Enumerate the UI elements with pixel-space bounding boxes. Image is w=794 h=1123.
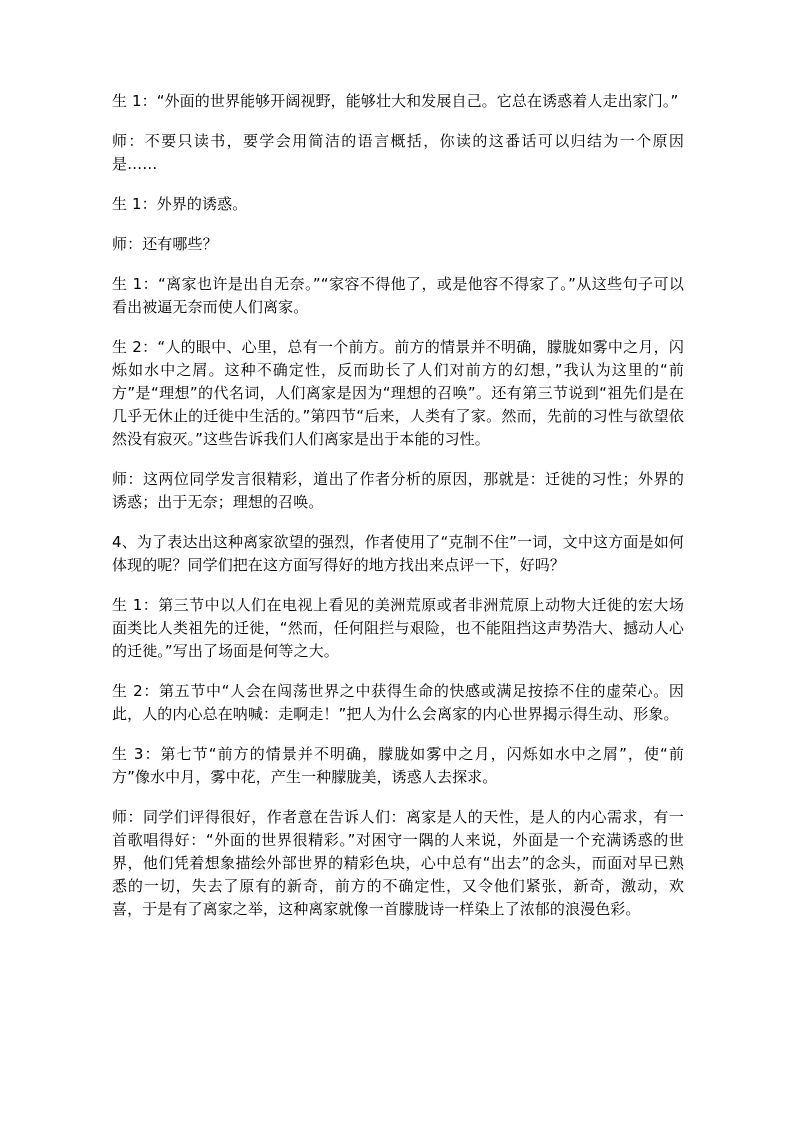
paragraph-student1-outside-world: 生 1：“外面的世界能够开阔视野，能够壮大和发展自己。它总在诱惑着人走出家门。” (112, 92, 679, 110)
paragraph-teacher-summarize: 师：不要只读书，要学会用简洁的语言概括，你读的这番话可以归结为一个原因是…… (112, 132, 684, 173)
paragraph-student1-temptation: 生 1：外界的诱惑。 (112, 195, 248, 213)
paragraph-student1-section3: 生 1：第三节中以人们在电视上看见的美洲荒原或者非洲荒原上动物大迁徙的宏大场面类比人类祖先的迁徙，“然而，任何阻拦与艰险，也不能阻挡这声势浩大、撼动人心的迁徙。”写出了场面是何等之大。 (112, 596, 684, 660)
paragraph-question-4: 4、为了表达出这种离家欲望的强烈，作者使用了“克制不住”一词，文中这方面是如何体现的呢？同学们把在这方面写得好的地方找出来点评一下，好吗？ (112, 533, 684, 574)
paragraph-teacher-conclusion: 师：同学们评得很好，作者意在告诉人们：离家是人的天性，是人的内心需求，有一首歌唱得好：“外面的世界很精彩。”对困守一隅的人来说，外面是一个充满诱惑的世界，他们凭着想象描绘外部世界的精彩色块，心中总有“出去”的念头，而面对早已熟悉的一切，失去了原有的新奇，前方的不确定性，又令他们紧张，新奇，激动，欢喜，于是有了离家之举，这种离家就像一首朦胧诗一样染上了浓郁的浪漫色彩。 (112, 808, 684, 918)
document-body (112, 90, 684, 938)
paragraph-teacher-what-else: 师：还有哪些？ (112, 235, 218, 253)
paragraph-student3-section7: 生 3：第七节“前方的情景并不明确，朦胧如雾中之月，闪烁如水中之屑”，使“前方”像水中月，雾中花，产生一种朦胧美，诱惑人去探求。 (112, 745, 684, 786)
paragraph-student2-ahead: 生 2：“人的眼中、心里，总有一个前方。前方的情景并不明确，朦胧如雾中之月，闪烁如水中之屑。这种不确定性，反而助长了人们对前方的幻想，”我认为这里的“前方”是“理想”的代名词，人们离家是因为“理想的召唤”。还有第三节说到“祖先们是在几乎无休止的迁徙中生活的。”第四节“后来，人类有了家。然而，先前的习性与欲望依然没有寂灭。”这些告诉我们人们离家是出于本能的习性。 (112, 338, 684, 448)
paragraph-teacher-reasons: 师：这两位同学发言很精彩，道出了作者分析的原因，那就是：迁徙的习性；外界的诱惑；出于无奈；理想的召唤。 (112, 470, 684, 511)
paragraph-student1-helpless: 生 1：“离家也许是出自无奈。”“家容不得他了，或是他容不得家了。”从这些句子可以看出被逼无奈而使人们离家。 (112, 275, 684, 316)
paragraph-student2-section5: 生 2：第五节中“人会在闯荡世界之中获得生命的快感或满足按捺不住的虚荣心。因此，人的内心总在呐喊：走啊走！”把人为什么会离家的内心世界揭示得生动、形象。 (112, 682, 684, 723)
